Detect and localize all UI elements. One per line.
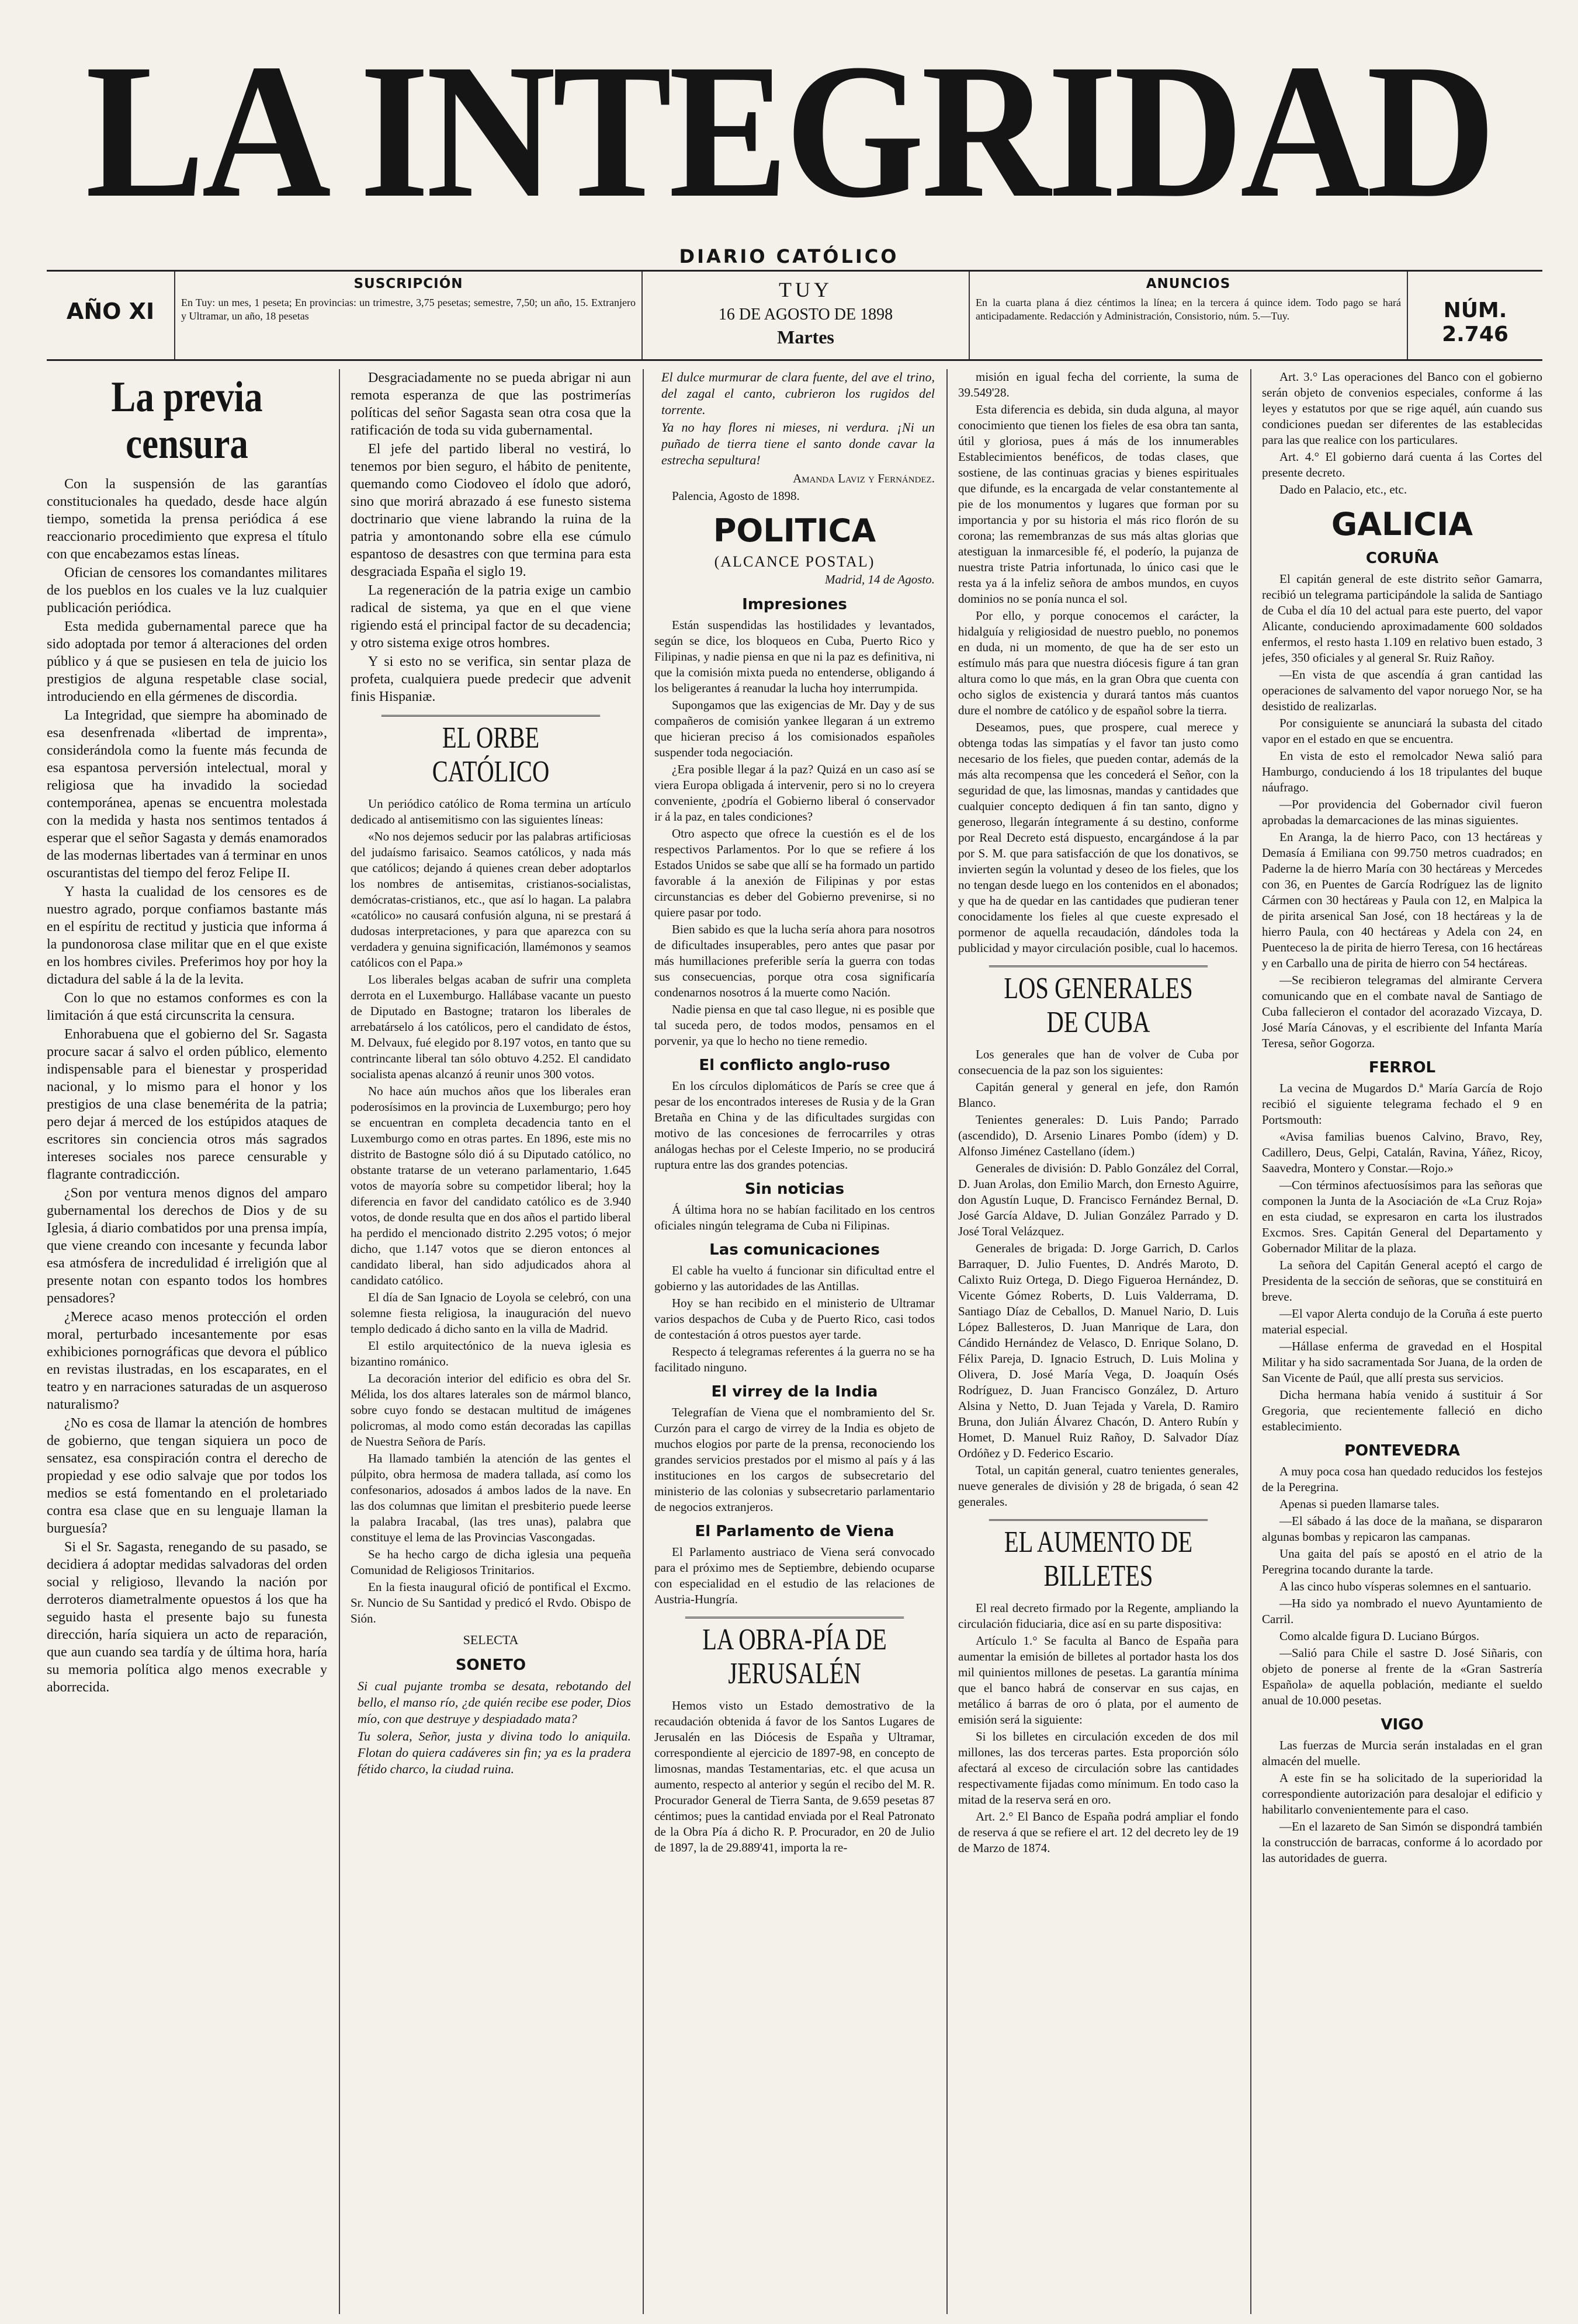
- paragraph: —Con términos afectuosísimos para las señoras que componen la Junta de la Asociación de «La Cruz Roja» en esta ciudad, se expresaron en carta los ilustrados Excmos. Sres. Capitán General del Departamento y Gobernador Militar de la plaza.: [1262, 1178, 1542, 1255]
- signature-text: Amanda Laviz y Fernández.: [793, 471, 935, 485]
- paragraph: Á última hora no se habían facilitado en los centros oficiales ningún telegrama de Cuba ni Filipinas.: [654, 1203, 935, 1232]
- newspaper-title: LA INTEGRIDAD: [85, 25, 1493, 238]
- issue-date: 16 DE AGOSTO DE 1898: [718, 305, 893, 324]
- paragraph: Los generales que han de volver de Cuba por consecuencia de la paz son los siguientes:: [958, 1047, 1239, 1077]
- paragraph: Capitán general y general en jefe, don Ramón Blanco.: [958, 1080, 1239, 1110]
- paragraph: Palencia, Agosto de 1898.: [672, 489, 800, 503]
- paragraph: ¿No es cosa de llamar la atención de hombres de gobierno, que tengan siquiera un poco de sensatez, esa conspiración contra el derecho de propiedad y ese odio salvaje que por todos los medios se está fomentando en el proletariado contra esa clase que en su lenguaje llaman la burguesía?: [47, 1416, 327, 1536]
- column-2: [351, 369, 631, 2314]
- column-divider: [1250, 369, 1251, 2314]
- column-5: [1262, 369, 1542, 2314]
- paragraph: Están suspendidas las hostilidades y levantados, según se dice, los bloqueos en Cuba, Puerto Rico y Filipinas, y nadie piensa en que ni la paz es definitiva, ni que la comisión mixta pueda no entenderse, obligando á los beligerantes á reanudar la lucha hoy interrumpida.: [654, 618, 935, 695]
- ads-box: [970, 272, 1408, 359]
- paragraph: ¿Era posible llegar á la paz? Quizá en un caso así se viera Europa obligada á intervenir, pero si no lo creyera conveniente, ¿podría el Gobierno liberal ó conservador ir á la paz, en tales condiciones?: [654, 762, 935, 824]
- subtitle-text: (ALCANCE POSTAL): [714, 553, 875, 570]
- paragraph: Art. 2.° El Banco de España podrá ampliar el fondo de reserva á que se refiere el art. 12 del decreto ley de 19 de Marzo de 1874.: [958, 1809, 1239, 1855]
- paragraph: «Avisa familias buenos Calvino, Bravo, Rey, Cadillero, Deus, Gelpi, Catalán, Ravina, Yáñez, Ricoy, Saavedra, Montero y Constar.—Rojo.»: [1262, 1130, 1542, 1175]
- subheading: VIGO: [1381, 1716, 1424, 1734]
- paragraph: Con la suspensión de las garantías constitucionales ha quedado, desde hace algún tiempo, sometida la prensa periódica á ese reaccionario procedimiento que expresa el título con que encabezamos estas líneas.: [47, 477, 327, 562]
- section-heading: EL ORBE CATÓLICO: [382, 715, 600, 789]
- subscription-label: SUSCRIPCIÓN: [353, 276, 463, 291]
- paragraph: Art. 4.° El gobierno dará cuenta á las Cortes del presente decreto.: [1262, 450, 1542, 480]
- paragraph: Hoy se han recibido en el ministerio de Ultramar varios despachos de Cuba y de Puerto Rico, casi todos de contestación á otros puestos ayer tarde.: [654, 1296, 935, 1342]
- subheading: SELECTA: [463, 1632, 519, 1647]
- paragraph: En vista de esto el remolcador Newa salió para Hamburgo, conduciendo á los 18 tripulantes del buque náufrago.: [1262, 749, 1542, 794]
- paragraph: Generales de división: D. Pablo González del Corral, D. Juan Arolas, don Emilio March, don Ernesto Aguirre, don Agustín Luque, D. Francisco Fernández Bernal, D. José García Aldave, D. Julian González Parrado y D. José Toral Velázquez.: [958, 1161, 1239, 1238]
- paragraph: A este fin se ha solicitado de la superioridad la correspondiente autorización para desalojar el edificio y habilitarlo convenientemente para el caso.: [1262, 1771, 1542, 1816]
- subheading: El Parlamento de Viena: [695, 1523, 894, 1540]
- paragraph: —Por providencia del Gobernador civil fueron aprobadas la demarcaciones de las minas siguientes.: [1262, 797, 1542, 827]
- subheading: SONETO: [455, 1656, 526, 1674]
- paragraph: La Integridad, que siempre ha abominado de esa desenfrenada «libertad de imprenta», considerándola como la fuente más fecunda de esa espantosa perversión intelectual, moral y religiosa que ha invadido la sociedad contemporánea, apenas se encuentra molestada con la medida y hasta nos sentimos tentados á esperar que el señor Sagasta y demás enamorados de las modernas libertades van á terminar en unos oscurantistas del tiempo del feroz Felipe II.: [47, 708, 327, 881]
- paragraph: —En vista de que ascendía á gran cantidad las operaciones de salvamento del vapor noruego Nor, se ha desistido de realizarlas.: [1262, 668, 1542, 713]
- weekday: Martes: [777, 326, 834, 348]
- paragraph: Esta medida gubernamental parece que ha sido adoptada por temor á alteraciones del orden público y á que se pusiesen en tela de juicio los prestigios de alguna respetable clase social, introduciendo en ella gérmenes de discordia.: [47, 619, 327, 704]
- paragraph: El capitán general de este distrito señor Gamarra, recibió un telegrama participándole la salida de Santiago de Cuba el día 10 del actual para este puerto, del vapor Alicante, conduciendo aproximadamente 600 soldados enfermos, el resto hasta 1.109 en relativo buen estado, 3 jefes, 350 oficiales y al general Sr. Ruiz Rañoy.: [1262, 572, 1542, 665]
- paragraph: —El sábado á las doce de la mañana, se dispararon algunas bombas y repicaron las campanas.: [1262, 1514, 1542, 1544]
- subheading: Las comunicaciones: [709, 1241, 880, 1259]
- column-divider: [339, 369, 340, 2314]
- paragraph: Por consiguiente se anunciará la subasta del citado vapor en el estado en que se encuentra.: [1262, 716, 1542, 746]
- section-heading: LA OBRA-PÍA DE JERUSALÉN: [685, 1617, 904, 1691]
- paragraph: El Parlamento austriaco de Viena será convocado para el próximo mes de Septiembre, debiendo ocuparse con especialidad en el estudio de las relaciones de Austria-Hungría.: [654, 1545, 935, 1606]
- subheading: CORUÑA: [1365, 550, 1439, 567]
- paragraph: No hace aún muchos años que los liberales eran poderosísimos en la provincia de Luxemburgo; pero hoy se encuentran en completa decadencia tanto en el Luxemburgo como en otras partes. En 1896, este mis no distrito de Bastogne sólo dió á su Diputado católico, no obstante tratarse de un veterano parlamentario, 1.645 votos de mayoría sobre su competidor liberal; hoy la diferencia en favor del candidato católico es de 3.940 votos, de donde resulta que en dos años el partido liberal ha perdido el mencionado distrito 2.295 votos; ó mejor dicho, que 1.147 votos que se dieron entonces al candidato liberal, han sido adjudicados ahora al candidato católico.: [351, 1084, 631, 1287]
- paragraph: La decoración interior del edificio es obra del Sr. Mélida, los dos altares laterales son de mármol blanco, sobre cuyo fondo se destacan multitud de imágenes policromas, al modo como están decoradas las capillas de Nuestra Señora de París.: [351, 1371, 631, 1448]
- paragraph: «No nos dejemos seducir por las palabras artificiosas del judaísmo farisaico. Seamos católicos, y nada más que católicos; dejando á quienes crean deber adoptarlos los nombres de antisemitas, cristianos-socialistas, demócratas-cristianos, etc., que así lo hagan. La palabra «católico» no causará confusión alguna, ni se prestará á dudosas interpretaciones, y para que aparezca con su verdadera y genuina significación, llamémonos y seamos católicos con el Papa.»: [351, 829, 631, 970]
- paragraph: —En el lazareto de San Simón se dispondrá también la construcción de barracas, conforme á lo acordado por las autoridades de guerra.: [1262, 1819, 1542, 1865]
- ads-label: ANUNCIOS: [1146, 276, 1231, 291]
- subheading: Sin noticias: [744, 1180, 845, 1198]
- subheading: El virrey de la India: [711, 1383, 878, 1401]
- paragraph: Un periódico católico de Roma termina un artículo dedicado al antisemitismo con las siguientes líneas:: [351, 797, 631, 826]
- paragraph: Respecto á telegramas referentes á la guerra no se ha facilitado ninguno.: [654, 1345, 935, 1374]
- paragraph: Y si esto no se verifica, sin sentar plaza de profeta, cualquiera puede predecir que advenit finis Hispaniæ.: [351, 654, 631, 704]
- paragraph: A muy poca cosa han quedado reducidos los festejos de la Peregrina.: [1262, 1464, 1542, 1494]
- paragraph: Las fuerzas de Murcia serán instaladas en el gran almacén del muelle.: [1262, 1738, 1542, 1768]
- section-heading: EL AUMENTO DE BILLETES: [989, 1519, 1208, 1593]
- column-4: [958, 369, 1239, 2314]
- paragraph: La señora del Capitán General aceptó el cargo de Presidenta de la sección de señoras, que se constituirá en breve.: [1262, 1258, 1542, 1304]
- subheading: Impresiones: [742, 596, 847, 613]
- newspaper-subtitle: DIARIO CATÓLICO: [679, 245, 899, 268]
- paragraph: Art. 3.° Las operaciones del Banco con el gobierno serán objeto de convenios especiales, conforme á las leyes y estatutos por que se rige aquél, aún cuando sus condiciones puedan ser diferentes de las establecidas para las que realice con los particulares.: [1262, 370, 1542, 447]
- paragraph: Deseamos, pues, que prospere, cual merece y obtenga todas las simpatías y el favor tan justo como necesario de los fieles, que pueden contar, además de la más alta recompensa que les concederá el Señor, con la seguridad de que, las limosnas, mandas y cantidades que cualquier concepto dediquen á fin tan santo, digno y generoso, llegarán íntegramente á su destino, conforme por Real Decreto está dispuesto, encargándose á la par por S. M. que para satisfacción de que los donativos, se invierten según la voluntad y deseo de los fieles, que los no tengan desde luego en los contenidos en el abonados; y que ha de quedar en las cantidades que pudieran tener conocidamente los fieles al que cueste expresado el pormenor de aquella recaudación, dándoles toda la publicidad y mayor circulación posible, cual lo hacemos.: [958, 720, 1239, 955]
- paragraph: Esta diferencia es debida, sin duda alguna, al mayor conocimiento que tienen los fieles de esa obra tan santa, útil y gloriosa, pues á más de los innumerables Establecimientos benéficos, de todas clases, que sostiene, de las continuas gracias y bienes espirituales que difunde, es la encargada de velar constantemente al pie de los monumentos y lugares que forman por su importancia y por su historia el más rico florón de su corona; las remembranzas de sus más altas glorias que atestiguan la inmarcesible fé, el poderío, la pujanza de nuestra triste Patria infortunada, lo único casi que le resta ya á la infeliz señora de ambos mundos, en cuyos dominios no se ponía nunca el sol.: [958, 402, 1239, 606]
- paragraph: Generales de brigada: D. Jorge Garrich, D. Carlos Barraquer, D. Julio Fuentes, D. Andrés Maroto, D. Calixto Ruiz Ortega, D. Diego Figueroa Hernández, D. Vicente Gómez Roberts, D. Luis Valderrama, D. Santiago Díaz de Ceballos, D. Manuel Nario, D. Luis López Ballesteros, D. Juan Manrique de Lara, don Cándido Hernández de Velasco, D. Enrique Solano, D. Félix Pareja, D. Ignacio Estruch, D. Luis Molina y Olivera, D. José María Vega, D. Joaquín Osés Rodríguez, D. Juan Francisco González, D. Arturo Alsina y Netto, D. Juan Tejada y Varela, D. Ramiro Bruna, don Julián Álvarez Chacón, D. Antero Rubín y Homet, D. Manuel Ruiz Rañoy, D. Salvador Díaz Ordóñez y D. Federico Escario.: [958, 1241, 1239, 1460]
- masthead: [0, 25, 1578, 238]
- paragraph: Los liberales belgas acaban de sufrir una completa derrota en el Luxemburgo. Hallábase vacante un puesto de Diputado en Bastogne; trataron los liberales de arrebatárselo á los católicos, pero el candidato de éstos, M. Delvaux, fué elegido por 8.197 votos, en tanto que su contrincante liberal tan sólo obtuvo 4.252. El candidato socialista apenas alcanzó á reunir unos 300 votos.: [351, 972, 631, 1081]
- paragraph: Si el Sr. Sagasta, renegando de su pasado, se decidiera á adoptar medidas salvadoras del orden social y religioso, llevando la nación por derroteros diametralmente opuestos á los que ha seguido hasta el presente bajo su funesta dirección, haría siquiera un acto de reparación, que aun cuando sea tardía y de última hora, haría su memoria política algo menos execrable y aborrecida.: [47, 1540, 327, 1695]
- section-heading: POLITICA: [713, 512, 876, 549]
- paragraph: —Ha sido ya nombrado el nuevo Ayuntamiento de Carril.: [1262, 1596, 1542, 1626]
- section-heading: GALICIA: [1331, 506, 1473, 543]
- paragraph: Y hasta la cualidad de los censores es de nuestro agrado, porque confiamos bastante más en el espíritu de rectitud y justicia que informa á la pundonorosa clase militar que en el que existe en los hombres civiles. Preferimos hoy por hoy la dictadura del sable á la de la levita.: [47, 884, 327, 987]
- paragraph: Ofician de censores los comandantes militares de los pueblos en los cuales ve la luz cualquier publicación periódica.: [47, 565, 327, 616]
- paragraph: El estilo arquitectónico de la nueva iglesia es bizantino románico.: [351, 1339, 631, 1368]
- paragraph: Dado en Palacio, etc., etc.: [1279, 482, 1407, 496]
- paragraph: El jefe del partido liberal no vestirá, lo tenemos por bien seguro, el hábito de penitente, quemando como Ciodoveo el ídolo que adoró, sino que morirá abrazado á ese funesto sistema doctrinario que viene labrando la ruina de la patria y amontonando sobre ella ese cúmulo espantoso de desastres con que termina para esta desgraciada España el siglo 19.: [351, 442, 631, 579]
- paragraph: Nadie piensa en que tal caso llegue, ni es posible que tal suceda pero, de todos modos, pensamos en el porvenir, ya que lo hecho no tiene remedio.: [654, 1002, 935, 1048]
- paragraph: Desgraciadamente no se pueda abrigar ni aun remota esperanza de que las postrimerías políticas del señor Sagasta sean otra cosa que la ratificación de toda su vida gubernamental.: [351, 370, 631, 438]
- paragraph: Tenientes generales: D. Luis Pando; Parrado (ascendido), D. Arsenio Linares Pombo (ídem) y D. Alfonso Jiménez Castellano (ídem.): [958, 1113, 1239, 1158]
- paragraph: ¿Merece acaso menos protección el orden moral, perturbado incesantemente por esas exhibiciones pornográficas que devora el público en revistas ilustradas, en los escaparates, en el teatro y en narraciones saturadas de un asqueroso naturalismo?: [47, 1309, 327, 1412]
- date-box: [643, 272, 970, 359]
- paragraph: En la fiesta inaugural ofició de pontifical el Excmo. Sr. Nuncio de Su Santidad y predicó el Rvdo. Obispo de Sión.: [351, 1580, 631, 1625]
- year-label: AÑO XI: [47, 272, 175, 359]
- paragraph: —Se recibieron telegramas del almirante Cervera comunicando que en el combate naval de Santiago de Cuba fallecieron el contador del acorazado Vizcaya, D. José María Cánovas, y el escribiente del Infanta María Teresa, señor Gogorza.: [1262, 973, 1542, 1050]
- paragraph: Una gaita del país se apostó en el atrio de la Peregrina tocando durante la tarde.: [1262, 1547, 1542, 1576]
- paragraph: Supongamos que las exigencias de Mr. Day y de sus compañeros de comisión yankee llegaran á un extremo que hicieran preciso á los comisionados españoles suspender toda negociación.: [654, 698, 935, 759]
- issue-number: NÚM. 2.746: [1442, 298, 1508, 346]
- paragraph: —El vapor Alerta condujo de la Coruña á este puerto material especial.: [1262, 1307, 1542, 1336]
- paragraph: Artículo 1.° Se faculta al Banco de España para aumentar la emisión de billetes al portador hasta los dos mil quinientos millones de pesetas. La garantía mínima que el banco habrá de conservar en sus cajas, en metálico á barras de oro ó plata, por el aumento de emisión será la siguiente:: [958, 1634, 1239, 1727]
- paragraph: misión en igual fecha del corriente, la suma de 39.549'28.: [958, 370, 1239, 400]
- paragraph: —Hállase enferma de gravedad en el Hospital Militar y ha sido sacramentada Sor Juana, de la orden de San Vicente de Paúl, que allí presta sus servicios.: [1262, 1339, 1542, 1385]
- paragraph: Bien sabido es que la lucha sería ahora para nosotros de dificultades insuperables, pero antes que pasar por más humillaciones preferible sería la guerra con todas sus consecuencias, porque otra cosa significaría condenarnos nosotros á la muerte como Nación.: [654, 922, 935, 999]
- dateline: Madrid, 14 de Agosto.: [824, 572, 935, 586]
- subscription-box: [175, 272, 643, 359]
- paragraph: La vecina de Mugardos D.ª María García de Rojo recibió el siguiente telegrama fechado el 9 en Portsmouth:: [1262, 1081, 1542, 1127]
- paragraph: La regeneración de la patria exige un cambio radical de sistema, ya que en el que viene rigiendo está el principal factor de su decadencia; y otro sistema exige otros hombres.: [351, 583, 631, 651]
- subheading: FERROL: [1368, 1059, 1436, 1076]
- subheading: PONTEVEDRA: [1344, 1442, 1461, 1460]
- verse-paragraph: Ya no hay flores ni mieses, ni verdura. ¡Ni un puñado de tierra tiene el santo donde cavar la estrecha sepultura!: [661, 420, 935, 467]
- subheading: El conflicto anglo-ruso: [699, 1057, 890, 1074]
- article-title: La previa censura: [111, 373, 263, 468]
- verse-paragraph: Si cual pujante tromba se desata, rebotando del bello, el manso río, ¿de quién recibe ese poder, Dios mío, con que destruye y despiadado mata?: [358, 1679, 631, 1726]
- paragraph: Por ello, y porque conocemos el carácter, la hidalguía y religiosidad de nuestro pueblo, no ponemos en duda, ni un momento, de que ha de ser esto un estímulo más para que nuestra diócesis figure á tan gran altura como lo que más, en la gran Obra que cuenta con ocho siglos de existencia y durará tantos más cuantos dure el nombre de católico y de español sobre la tierra.: [958, 609, 1239, 717]
- paragraph: Se ha hecho cargo de dicha iglesia una pequeña Comunidad de Religiosos Trinitarios.: [351, 1547, 631, 1577]
- paragraph: Hemos visto un Estado demostrativo de la recaudación obtenida á favor de los Santos Lugares de Jerusalén en las Diócesis de España y Ultramar, correspondiente al ejercicio de 1897-98, en concepto de limosnas, mandas Testamentarias, etc. el que acusa un aumento, respecto al anterior y según el recibo del M. R. Procurador General de Tierra Santa, de 9.659 pesetas 87 céntimos; pues la cantidad enviada por el Real Patronato de la Obra Pía á dicho R. P. Procurador, en 20 de Julio de 1897, la de 29.889'41, importa la re-: [654, 1698, 935, 1854]
- ads-text: En la cuarta plana á diez céntimos la línea; en la tercera á quince idem. Todo pago se hará anticipadamente. Redacción y Administración, Consistorio, núm. 5.—Tuy.: [976, 297, 1401, 322]
- paragraph: Apenas si pueden llamarse tales.: [1279, 1497, 1440, 1511]
- verse-paragraph: Tu solera, Señor, justa y divina todo lo aniquila. Flotan do quiera cadáveres sin fin; ya es la pradera fétido charco, la ciudad ruina.: [358, 1729, 631, 1776]
- paragraph: Con lo que no estamos conformes es con la limitación á que está circunscrita la censura.: [47, 991, 327, 1023]
- column-3: [654, 369, 935, 2314]
- paragraph: Si los billetes en circulación exceden de dos mil millones, las dos terceras partes. Esta proporción sólo afectará al exceso de circulación sobre las cantidades respectivamente fijadas como mínimum. En todo caso la mitad de la reserva será en oro.: [958, 1729, 1239, 1807]
- paragraph: —Salió para Chile el sastre D. José Siñaris, con objeto de ponerse al frente de la «Gran Sastrería Española» de aquella población, mediante el sueldo anual de 10.000 pesetas.: [1262, 1646, 1542, 1707]
- section-heading: LOS GENERALES DE CUBA: [989, 965, 1208, 1040]
- paragraph: A las cinco hubo vísperas solemnes en el santuario.: [1279, 1579, 1531, 1593]
- city-name: TUY: [779, 278, 833, 301]
- paragraph: En los círculos diplomáticos de París se cree que á pesar de los encontrados intereses de Rusia y de la Gran Bretaña en China y de las dificultades surgidas con motivo de las concesiones de ferrocarriles y otras análogas hechas por el Celeste Imperio, no se producirá ruptura entre las dos grandes potencias.: [654, 1079, 935, 1172]
- paragraph: ¿Son por ventura menos dignos del amparo gubernamental los derechos de Dios y de su Iglesia, á diario combatidos por una prensa impía, que viene creando con incesante y fecunda labor esa atmósfera de incredulidad é irreligión que al presente notan con espanto todos los hombres pensadores?: [47, 1186, 327, 1306]
- column-divider: [946, 369, 948, 2314]
- paragraph: El real decreto firmado por la Regente, ampliando la circulación fiduciaria, dice así en su parte dispositiva:: [958, 1601, 1239, 1631]
- paragraph: El día de San Ignacio de Loyola se celebró, con una solemne fiesta religiosa, la inauguración del nuevo templo dedicado á dicho santo en la villa de Madrid.: [351, 1290, 631, 1336]
- subscription-text: En Tuy: un mes, 1 peseta; En provincias: un trimestre, 3,75 pesetas; semestre, 7,50; un año, 15. Extranjero y Ultramar, un año, 18 pesetas: [181, 297, 636, 322]
- header-info-bar: [47, 270, 1542, 361]
- paragraph: En Aranga, la de hierro Paco, con 13 hectáreas y Demasía á Emiliana con 99.750 metros cuadrados; en Paderne la de hierro María con 30 hectáreas y Mercedes con 36, en Puentes de García Rodríguez las de lignito Cármen con 30 hectáreas y Paula con 12, en Malpica la de pirita arsenical San José, con 18 hectáreas y la de hierro Paula, con 40 hectáreas y Adela con 24, en Puenteceso la de pirita de hierro Teresa, con 16 hectáreas y en Carballo una de pirita de hierro con 54 hectáreas.: [1262, 830, 1542, 970]
- column-divider: [643, 369, 644, 2314]
- paragraph: Otro aspecto que ofrece la cuestión es el de los respectivos Parlamentos. Por lo que se refiere á los Estados Unidos se sabe que allí se ha formado un partido favorable á la anexión de Filipinas y por estas circunstancias es deber del Gobierno prevenirse, si no quiere pasar por todo.: [654, 826, 935, 919]
- column-1: [47, 369, 327, 2314]
- paragraph: Ha llamado también la atención de las gentes el púlpito, obra hermosa de madera tallada, así como los confesonarios, adosados á ambos lados de la nave. En las dos columnas que limitan el presbiterio puede leerse la palabra Iracabal, (las tres unas), palabra que constituye el lema de las Provincias Vascongadas.: [351, 1451, 631, 1544]
- paragraph: Total, un capitán general, cuatro tenientes generales, nueve generales de división y 28 de brigada, ó sean 42 generales.: [958, 1463, 1239, 1509]
- paragraph: Telegrafían de Viena que el nombramiento del Sr. Curzón para el cargo de virrey de la India es objeto de muchos elogios por parte de la prensa, reconociendo los grandes servicios prestados por el mismo al país y á las instituciones en los cargos de subsecretario del ministerio de las colonias y subsecretario parlamentario de negocios extranjeros.: [654, 1405, 935, 1514]
- paragraph: Dicha hermana había venido á sustituir á Sor Gregoria, que recientemente falleció en dicho establecimiento.: [1262, 1388, 1542, 1433]
- paragraph: Como alcalde figura D. Luciano Búrgos.: [1279, 1629, 1479, 1643]
- paragraph: Enhorabuena que el gobierno del Sr. Sagasta procure sacar á salvo el orden público, elemento indispensable para el bienestar y prosperidad nacional, y lo mismo para el honor y los prestigios de una clase benemérita de la patria; pero dejar á merced de los estúpidos ataques de escritores sin conciencia otros más sagrados intereses sociales nos parece censurable y flagrante contradicción.: [47, 1027, 327, 1182]
- paragraph: El cable ha vuelto á funcionar sin dificultad entre el gobierno y las autoridades de las Antillas.: [654, 1263, 935, 1293]
- verse-paragraph: El dulce murmurar de clara fuente, del ave el trino, del zagal el canto, cubrieron los rugidos del torrente.: [661, 370, 935, 417]
